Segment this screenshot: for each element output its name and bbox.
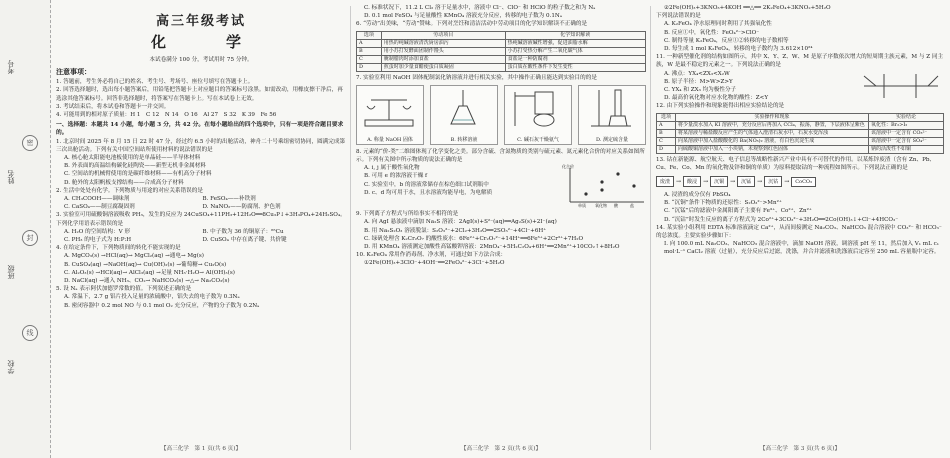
question-1: 1. 北京时间 2025 年 8 月 15 日 22 时 47 分，经过约 6.5 小时的出舱活动，神舟二十号乘组密切协同，圆满完成第三次出舱活动。下列有关中国空间站所使用材料的说法错误的是 — [56, 138, 346, 153]
arrow-right-icon: → — [730, 178, 736, 186]
option: A. H₂O 的空间结构：V 形 — [64, 228, 131, 235]
option: D. 0.1 mol FeSO₄ 与足量酸性 KMnO₄ 溶液充分反应，转移的电子数为 0.1Nₐ — [364, 13, 562, 20]
option: B. 可用 e 的浓溶液干燥 f — [364, 173, 428, 180]
notice-item: 4. 可能用到的相对原子质量：H 1 C 12 N 14 O 16 Al 27 S 32 K 39 Fe 56 — [56, 112, 277, 119]
notice-heading: 注意事项： — [56, 67, 91, 77]
binding-label-school: 学校 — [7, 360, 15, 374]
option: C. Al₂O₃(s) →HCl(aq)→ AlCl₃(aq) →足量 NH₃·H₂O→ Al(OH)₃(s) — [64, 269, 235, 276]
option: A. 向 AgI 悬浊液中滴加 Na₂S 溶液：2AgI(s)+S²⁻(aq)══Ag₂S(s)+2I⁻(aq) — [364, 219, 557, 226]
table-header: 实验结论 — [869, 113, 944, 121]
option: A. 沸点：YX₄<ZX₃<X₂W — [664, 70, 730, 77]
notice-item: 3. 考试结束后，将本试卷和答题卡一并交回。 — [56, 103, 170, 110]
question-4: 4. 在给定条件下，下列物质间的转化不能实现的是 — [56, 245, 181, 252]
table-cell: 食盐是一种防腐剂 — [505, 55, 645, 63]
notice-item: 1. 答题前，考生务必将自己的姓名、考生号、考场号、座位号填写在答题卡上。 — [56, 79, 254, 86]
q7-figures — [356, 85, 646, 145]
option: C. 实验室中，b 的溶液常储存在棕色细口试剂瓶中 — [364, 181, 489, 188]
table-header: 化学知识解读 — [505, 31, 645, 39]
figure-caption: B. 转移溶液 — [450, 136, 478, 143]
flow-step: 沉铜 — [710, 176, 728, 187]
exam-title: 高三年级考试 — [155, 14, 246, 29]
q13-process-flow — [656, 176, 944, 187]
table-row — [357, 55, 646, 63]
exam-page-3 — [656, 4, 944, 454]
table-header: 实验操作和现象 — [676, 113, 869, 121]
q12-table — [656, 113, 944, 154]
option: D. NaNO₂——防腐剂、护色剂 — [202, 204, 281, 211]
binding-margin — [0, 0, 51, 458]
exam-page-2 — [356, 4, 646, 454]
table-cell: D — [357, 63, 382, 71]
binding-label-class: 班级 — [7, 265, 15, 279]
valence-class-chart — [562, 164, 646, 210]
flow-step: 沉钴 — [764, 176, 782, 187]
option: C. “沉锰”后的滤液中金属阳离子主要有 Fe³⁺、Co²⁺、Zn²⁺ — [664, 208, 812, 215]
figure-caption: C. 碱石灰干燥氨气 — [517, 136, 559, 143]
q7-figure-c — [504, 85, 572, 145]
option: D. 每生成 1 mol K₂FeO₄，转移的电子数约为 3.612×10²⁴ — [664, 46, 813, 53]
table-cell: 将某溶液与稀盐酸反应产生的气体通入澄清石灰水中，石灰水变浑浊 — [676, 129, 869, 137]
notice-item: 2. 回答选择题时，选出每小题答案后，用铅笔把答题卡上对应题目的答案标号涂黑。如需改动，用橡皮擦干净后，再选涂其他答案标号。回答非选择题时，将答案写在答题卡上。写在本试卷上无效。 — [56, 87, 343, 102]
option: A. K₂FeO₄ 净水原理同时利用了其强氧化性 — [664, 21, 772, 28]
table-cell: 氧化性：Br₂>I₂ — [869, 121, 944, 129]
table-cell: 蛋白质在酸性条件下发生变性 — [505, 63, 645, 71]
option: C. YX₄ 和 ZX₃ 均为极性分子 — [664, 87, 737, 94]
table-cell: B — [657, 129, 676, 137]
flask-icon — [431, 86, 495, 132]
table-cell: A — [657, 121, 676, 129]
question-10-ask: 下列说法错误的是 — [656, 13, 701, 20]
table-cell: 该溶液中一定含有 SO₄²⁻ — [869, 137, 944, 145]
table-cell: 该溶液中一定含有 CO₃²⁻ — [869, 129, 944, 137]
option: B. CuSO₄(aq) →NaOH(aq)→ Cu(OH)₂(s) →葡萄糖→ Cu₂O(s) — [64, 261, 227, 268]
question-3: 3. 实验室可用硫酸铜溶液吸收 PH₃，发生的反应为 24CuSO₄+11PH₃+12H₂O══8Cu₃P↓+3H₃PO₄+24H₂SO₄。下列化学用语表示错误的是 — [56, 212, 346, 227]
option: D. 用 KMnO₄ 溶液测定加酸性高锰酸钾溶液：2MnO₄⁻+5H₂C₂O₄+6H⁺══2Mn²⁺+10CO₂↑+8H₂O — [364, 244, 620, 251]
option: C. 空间站的机械臂使用的是碳纤维材料——有机高分子材料 — [64, 171, 212, 178]
question-6: 6. “劳动”出美味，“劳动”赞味。下列对烹饪和清洁活动中劳动项目的化学知识解读不正确的是 — [356, 21, 588, 28]
table-row — [357, 39, 646, 47]
axis-tick: 单质 — [578, 203, 586, 209]
question-10: 10. K₂FeO₄ 常用作消毒剂、净水剂，可通过如下方法合成： — [356, 252, 507, 259]
seal-mark-feng: 封 — [22, 230, 38, 246]
option: A. 核心舱太阳能电池板使用的是单晶硅——半导体材料 — [64, 155, 201, 162]
q7-figure-b — [430, 85, 498, 145]
question-13: 13. 钴在新能源、航空航天、电子信息等战略性新兴产业中具有不可替代的作用。以某炼锌废渣（含有 Zn、Pb、Cu、Fe、Co、Mn 的氧化物及锌和铜的单质）为原料提取钴的一种流程如图所示。下列说法正确的是 — [656, 156, 936, 171]
option: C. CaSO₄——制豆腐凝固剂 — [64, 204, 135, 211]
table-cell: 钠的活泼性不如铜 — [869, 145, 944, 153]
option: B. 密闭容器中 0.2 mol NO 与 0.1 mol O₂ 充分反应，产物的分子数为 0.2Nₐ — [64, 302, 260, 309]
axis-label: 化合价 — [562, 164, 574, 170]
page-footer: 【高三化学 第 1 页(共 6 页)】 — [160, 446, 242, 452]
question-14: 14. 某实验小组利用 EDTA 标准溶液滴定 Ca²⁺，从而间接测定 Na₂CO₃、NaHCO₃ 混合溶液中 CO₃²⁻ 和 HCO₃⁻ 的总浓度。主要实验步骤如下： — [656, 224, 942, 240]
option: D. CuSO₄ 中存在离子键、共价键 — [202, 237, 287, 244]
table-cell: 用小苏打发酵面团制作馒头 — [381, 47, 505, 55]
table-cell: C — [357, 55, 382, 63]
binding-label-name: 姓名 — [7, 170, 15, 184]
option: C. 标准状况下，11.2 L Cl₂ 溶于足量水中，溶液中 Cl⁻、ClO⁻ 和 HClO 的粒子数之和为 Nₐ — [364, 5, 596, 11]
option: D. 最高价氧化物对应水化物的酸性：Z<Y — [664, 95, 769, 102]
drying-tube-icon — [505, 86, 569, 132]
flow-step: 沉锰 — [737, 176, 755, 187]
option: D. c、d 均可用于水，且水溶液均能导电，为电解质 — [364, 189, 493, 196]
table-row — [657, 137, 944, 145]
page-divider — [650, 6, 651, 450]
equation: ②2Fe(OH)₃+3KNO₃+4KOH ══△══ 2K₂FeO₄+3KNO₂+5H₂O — [664, 5, 831, 11]
table-row — [357, 63, 646, 71]
table-header: 劳动项目 — [381, 31, 505, 39]
table-cell: 小苏打受热分解产生二氧化碳气体 — [505, 47, 645, 55]
table-cell: D — [657, 145, 676, 153]
question-5: 5. 设 Nₐ 表示阿伏加德罗常数的值。下列叙述正确的是 — [56, 286, 192, 293]
option: B. 反应①中，氧化性：FeO₄²⁻>ClO⁻ — [664, 29, 760, 36]
option: D. “沉钴”时发生反应的离子方程式为 2Co²⁺+3CO₃²⁻+3H₂O══2Co(OH)₃↓+Cl⁻+4HCO₃⁻ — [664, 216, 899, 223]
question-8: 8. 元素的“价-类”二维图体现了化学变化之美。部分含硫、含氮物质的类别与硫元素、氮元素化合价的对应关系如图所示。下列有关图中所示物质的说法正确的是 — [356, 148, 645, 164]
option: D. 舱外的太阳帆板支撑结构——合成高分子材料 — [64, 179, 184, 186]
option: B. 中子数为 36 的铜原子：⁶⁵Cu — [202, 228, 284, 235]
option: A. MgCO₃(s) →HCl(aq)→ MgCl₂(aq) →通电→ Mg(s) — [64, 253, 204, 260]
table-cell: 煎蛋时加少量食醋使蛋白质凝固 — [381, 63, 505, 71]
option: B. FeSO₄——补铁剂 — [202, 196, 256, 203]
table-cell: 向硫酸铜溶液中加入一小块钠，未观察到红色固体 — [676, 145, 869, 153]
table-row — [657, 121, 944, 129]
arrow-right-icon: → — [676, 178, 682, 186]
question-9: 9. 下列离子方程式与所给事实不相符的是 — [356, 211, 459, 218]
procedure-step: Ⅰ. 向 100.0 mL Na₂CO₃、NaHCO₃ 混合溶液中，滴加 NaOH 溶液，调溶液 pH 至 11，然后加入 V₁ mL c₁ mol·L⁻¹ CaCl₂ 溶液（过量），充分反应后过滤，洗涤，并合并滤液和洗涤液后定容至 250 mL 容量瓶中定容。 — [664, 241, 940, 256]
exam-subject: 化 学 — [150, 33, 251, 51]
table-cell: 用热的纯碱溶液清洗厨房油污 — [381, 39, 505, 47]
option: C. 绿矾处理含 K₂Cr₂O₇ 的酸性废水：6Fe²⁺+Cr₂O₇²⁻+14H⁺══6Fe³⁺+2Cr³⁺+7H₂O — [364, 235, 584, 242]
axis-tick: 酸 — [614, 203, 618, 209]
exam-page-1 — [56, 4, 346, 454]
table-cell: C — [657, 137, 676, 145]
option: A. CH₃COOH——调味剂 — [64, 196, 130, 203]
q6-table — [356, 31, 646, 72]
arrow-right-icon: → — [784, 178, 790, 186]
flow-step: 酸浸 — [683, 176, 701, 187]
table-row — [657, 129, 944, 137]
table-cell: A — [357, 39, 382, 47]
arrow-right-icon: → — [757, 178, 763, 186]
figure-caption: D. 测定硫含量 — [595, 136, 628, 143]
question-11: 11. 一种新型催化剂的结构如图所示，其中 X、Y、Z、W、M 是原子序数依次增大的短周期主族元素，M 与 Z 同主族，W 是最不稳定的元素之一。下列说法正确的是 — [656, 54, 944, 69]
option: D. NaCl(aq) →通入 NH₃、CO₂→ NaHCO₃(s) →△→ Na₂CO₃(s) — [64, 278, 230, 285]
balance-icon — [357, 86, 421, 132]
question-12: 12. 由下列实验操作和现象能得出相应实验结论的是 — [656, 103, 785, 110]
question-7: 7. 实验室利用 NaOH 固体配制氯化钠溶液并进行相关实验，其中操作正确且能达到实验目的的是 — [356, 74, 597, 81]
section-heading: 一、选择题：本题共 14 小题，每小题 3 分，共 42 分。在每小题给出的四个选项中，只有一项是符合题目要求的。 — [56, 122, 344, 137]
flow-step: 废渣 — [656, 176, 674, 187]
table-cell: 热纯碱溶液碱性增强，促进油脂水解 — [505, 39, 645, 47]
table-cell: B — [357, 47, 382, 55]
axis-tick: 盐 — [630, 203, 634, 209]
option: A. 常温下，2.7 g 铝片投入足量的浓硫酸中，铝失去的电子数为 0.3Nₐ — [64, 294, 240, 301]
table-cell: 腌制腊肉时添加食盐 — [381, 55, 505, 63]
option: B. 用 Na₂S₂O₃ 溶液脱氯：S₂O₃²⁻+2Cl₂+3H₂O══2SO₃²⁻+4Cl⁻+6H⁺ — [364, 227, 547, 234]
arrow-right-icon: → — [703, 178, 709, 186]
table-cell: 将少量溴水加入 KI 溶液中，充分反应后再加入 CCl₄，振荡，静置，下层液体呈紫色 — [676, 121, 869, 129]
equation: ①2Fe(OH)₃+3ClO⁻+4OH⁻══2FeO₄²⁻+3Cl⁻+5H₂O — [364, 260, 505, 267]
table-row — [657, 145, 944, 153]
page-footer: 【高三化学 第 2 页(共 6 页)】 — [460, 446, 542, 452]
catalyst-structure-diagram — [858, 70, 944, 102]
option: B. “沉铜”条件下物质的还原性：S₂O₃²⁻>Mn²⁺ — [664, 200, 782, 207]
table-cell: 向某溶液中加入盐酸酸化的 Ba(NO₃)₂ 溶液，有白色沉淀生成 — [676, 137, 869, 145]
option: B. 外表面的高温结构碳化硅陶瓷——新型无机非金属材料 — [64, 163, 206, 170]
axis-tick: 氧化物 — [595, 203, 607, 209]
burette-icon — [579, 86, 643, 132]
page-footer: 【高三化学 第 3 页(共 6 页)】 — [759, 446, 841, 452]
flow-step: CoCO₃ — [791, 177, 816, 187]
option: A. i, j 属于酸性氧化物 — [364, 165, 420, 172]
table-row — [357, 47, 646, 55]
binding-label-exam-no: 考号 — [7, 60, 15, 74]
seal-mark-mi: 密 — [22, 135, 38, 151]
exam-intro: 本试卷满分 100 分，考试用时 75 分钟。 — [149, 57, 253, 63]
q7-figure-d — [578, 85, 646, 145]
figure-caption: A. 称量 NaOH 固体 — [367, 136, 413, 143]
question-2: 2. 生活中处处有化学。下列物质与用途的对应关系错误的是 — [56, 187, 203, 194]
option: B. 原子半径：M>W>Z>Y — [664, 78, 733, 85]
option: C. PH₃ 的电子式为 H:P:H — [64, 237, 132, 244]
page-divider — [350, 6, 351, 450]
table-header: 选项 — [357, 31, 382, 39]
table-header: 选项 — [657, 113, 676, 121]
seal-mark-xian: 线 — [22, 325, 38, 341]
option: C. 制得等量 K₂FeO₄，反应①②转移的电子数相等 — [664, 37, 789, 44]
option: A. 浸渣的成分仅有 PbSO₄ — [664, 192, 731, 199]
q7-figure-a — [356, 85, 424, 145]
